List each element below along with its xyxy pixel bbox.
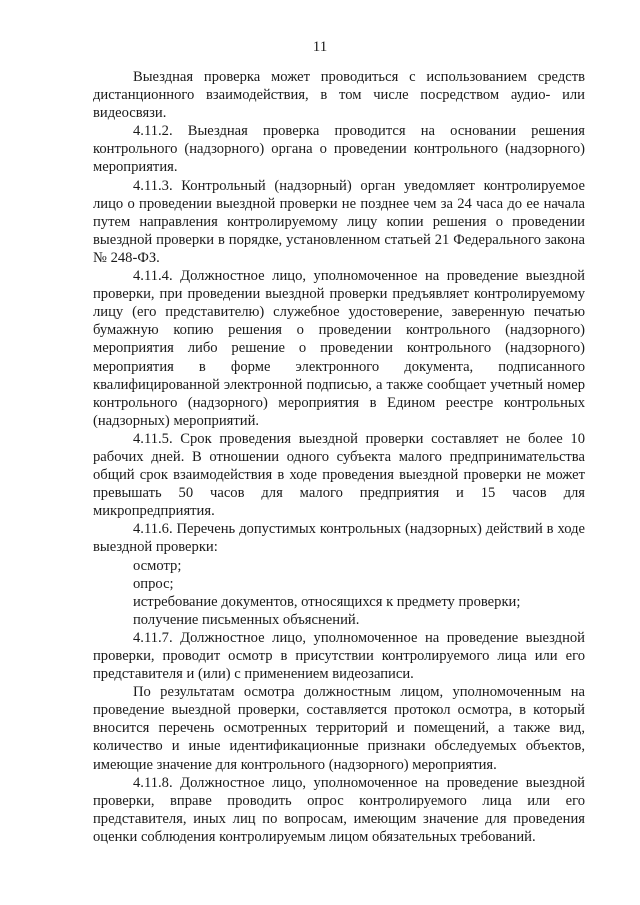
paragraph-4-11-5: 4.11.5. Срок проведения выездной проверки составляет не более 10 рабочих дней. В отношении одного субъекта малого предпринимательства общий срок взаимодействия в ходе проведения выездной проверки не может превышать 50 часов для малого предприятия и 15 часов для микропредприятия. xyxy=(93,430,585,520)
paragraph-4-11-2: 4.11.2. Выездная проверка проводится на основании решения контрольного (надзорного) органа о проведении контрольного (надзорного) мероприятия. xyxy=(93,123,585,176)
paragraph-4-11-4: 4.11.4. Должностное лицо, уполномоченное на проведение выездной проверки, при проведении выездной проверки предъявляет контролируемому лицу (его представителю) служебное удостоверение, заверенную печатью бумажную копию решения о проведении контрольного (надзорного) мероприятия либо решение о проведении контрольного (надзорного) мероприятия в форме электронного документа, подписанного квалифицированной электронной подписью, а также сообщает учетный номер контрольного (надзорного) мероприятия в Едином реестре контрольных (надзорных) мероприятий. xyxy=(93,268,585,429)
paragraph-remote-interaction: Выездная проверка может проводиться с использованием средств дистанционного взаимодействия, в том числе посредством аудио- или видеосвязи. xyxy=(93,69,585,122)
paragraph-4-11-8: 4.11.8. Должностное лицо, уполномоченное на проведение выездной проверки, вправе проводить опрос контролируемого лица или его представителя, иных лиц по вопросам, имеющим значение для проведения оценки соблюдения контролируемым лицом обязательных требований. xyxy=(93,774,585,845)
paragraph-inspection-protocol: По результатам осмотра должностным лицом, уполномоченным на проведение выездной проверки, составляется протокол осмотра, в который вносится перечень осмотренных территорий и помещений, а также вид, количество и иные идентификационные признаки обследуемых объектов, имеющие значение для контрольного (надзорного) мероприятия. xyxy=(93,684,585,773)
list-item-written-explanations: получение письменных объяснений. xyxy=(133,611,360,628)
list-item-documents-request: истребование документов, относящихся к предмету проверки; xyxy=(133,593,521,610)
list-item-survey: опрос; xyxy=(133,575,174,592)
paragraph-4-11-7: 4.11.7. Должностное лицо, уполномоченное на проведение выездной проверки, проводит осмотр в присутствии контролируемого лица или его представителя и (или) с применением видеозаписи. xyxy=(93,629,585,683)
page-number: 11 xyxy=(312,39,328,55)
paragraph-4-11-6: 4.11.6. Перечень допустимых контрольных (надзорных) действий в ходе выездной проверки: xyxy=(93,521,585,556)
document-body xyxy=(93,68,585,846)
paragraph-4-11-3: 4.11.3. Контрольный (надзорный) орган уведомляет контролируемое лицо о проведении выездной проверки не позднее чем за 24 часа до ее начала путем направления контролируемому лицу копии решения о проведении выездной проверки в порядке, установленном статьей 21 Федерального закона № 248-ФЗ. xyxy=(93,177,585,266)
list-item-inspection: осмотр; xyxy=(133,557,182,574)
